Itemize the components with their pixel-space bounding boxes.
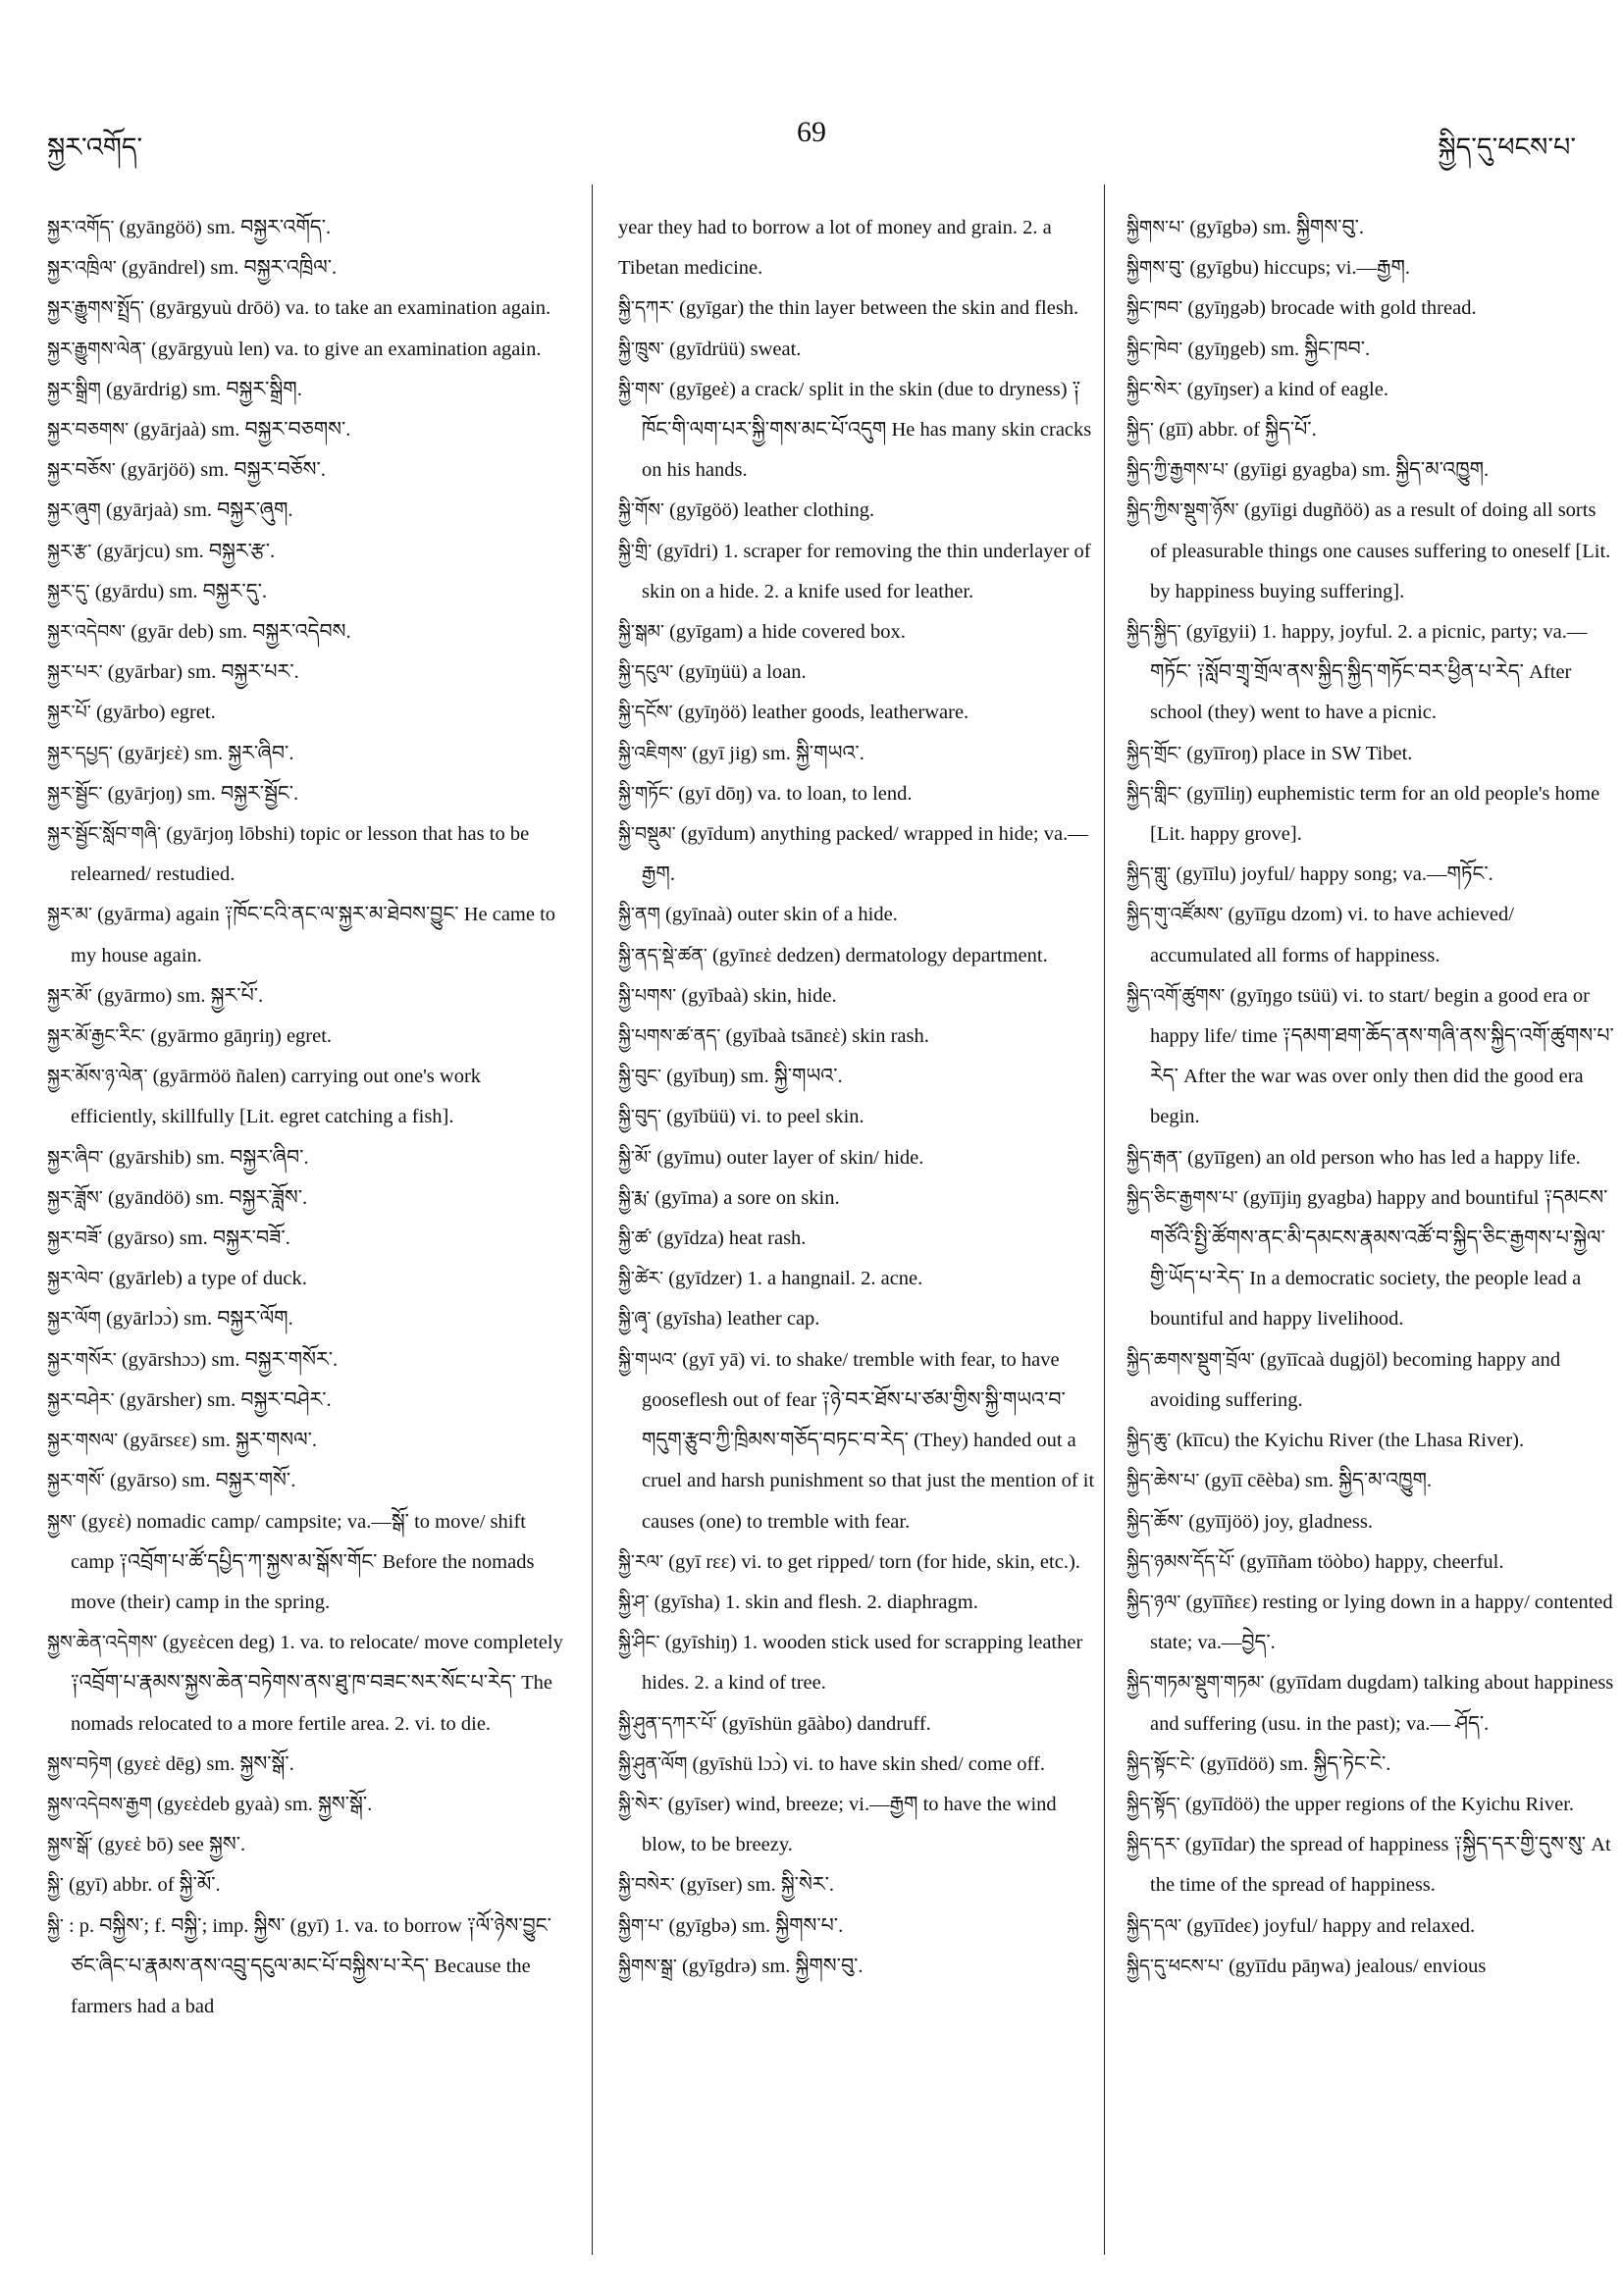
entry-definition: (gyīŋgo tsüü) vi. to start/ begin a good era or happy life/ time ༑དམག་ཐག་ཆོད་ནས་གཞི་ནས་སྐྱིད་འགོ་ཚུགས་པ་རེད་ After the war was over only then did the good era begin. bbox=[1150, 984, 1614, 1128]
entry-definition: (gyārshɔɔ) sm. བསྐྱར་གསོར་. bbox=[121, 1348, 339, 1371]
entry-headword: སྐྱི་ཞྭ་ bbox=[618, 1308, 652, 1331]
entry-definition: (gyīīñεε) resting or lying down in a happy/ contented state; va.—བྱེད་. bbox=[1150, 1591, 1613, 1654]
entry-definition: (gyārdu) sm. བསྐྱར་དུ་. bbox=[94, 580, 268, 602]
entry-headword: སྐྱིད་རྒན་ bbox=[1126, 1146, 1182, 1169]
entry-headword: སྐྱི་གཏོང་ bbox=[618, 782, 673, 805]
entry-headword: སྐྱིད་སྟོང་ངེ་ bbox=[1126, 1752, 1195, 1775]
dictionary-entry bbox=[1126, 1947, 1617, 1987]
dictionary-entry bbox=[618, 976, 1099, 1017]
running-head-left: སྐྱར་འགོད་ bbox=[47, 132, 143, 162]
entry-definition: (gyīser) sm. སྐྱི་སེར་. bbox=[679, 1874, 835, 1897]
entry-definition: (gyīshün gāàbo) dandruff. bbox=[721, 1712, 931, 1735]
entry-headword: སྐྱར་བཟོ་ bbox=[47, 1227, 103, 1250]
dictionary-entry bbox=[1126, 1542, 1617, 1583]
entry-headword: སྐྱར་འཁྲིལ་ bbox=[47, 257, 117, 280]
entry-headword: སྐྱིགས་སྒྲ་ bbox=[618, 1955, 677, 1977]
entry-headword: སྐྱས་ཆེན་འདེགས་ bbox=[47, 1632, 158, 1654]
dictionary-entry bbox=[47, 1421, 567, 1461]
entry-definition: (gyārbar) sm. བསྐྱར་པར་. bbox=[107, 661, 299, 684]
entry-definition: (gyī jig) sm. སྐྱི་གཡའ་. bbox=[692, 742, 864, 764]
entry-headword: སྐྱར་པར་ bbox=[47, 661, 103, 684]
dictionary-entry bbox=[618, 1785, 1099, 1865]
dictionary-entry bbox=[47, 774, 567, 814]
dictionary-entry bbox=[47, 410, 567, 450]
dictionary-entry bbox=[1126, 855, 1617, 895]
dictionary-entry bbox=[618, 208, 1099, 288]
entry-definition: (gyārmo) sm. སྐྱར་པོ་. bbox=[97, 984, 264, 1007]
entry-definition: (gyīdzer) 1. a hangnail. 2. acne. bbox=[668, 1268, 923, 1290]
entry-definition: (gyīigi dugñöö) as a result of doing all sorts of pleasurable things one causes suffering to oneself [Lit. by happiness buying suffering]. bbox=[1150, 499, 1611, 602]
entry-definition: (gyārsεε) sm. སྐྱར་གསལ་. bbox=[123, 1430, 318, 1452]
entry-definition: (gyīgbə) sm. སྐྱིགས་པ་. bbox=[668, 1914, 844, 1937]
entry-definition: (gyārsher) sm. བསྐྱར་བཤེར་. bbox=[119, 1388, 332, 1411]
dictionary-entry bbox=[47, 288, 567, 329]
entry-headword: སྐྱིད་གླུ་ bbox=[1126, 863, 1172, 886]
entry-headword: སྐྱིད་ཆགས་སྡུག་བྲོལ་ bbox=[1126, 1348, 1255, 1371]
entry-definition: (gyīīliŋ) euphemistic term for an old people's home [Lit. happy grove]. bbox=[1150, 782, 1600, 846]
entry-definition: (gyīgbə) sm. སྐྱིགས་བུ་. bbox=[1189, 217, 1365, 238]
dictionary-entry bbox=[47, 1623, 567, 1745]
entry-definition: (gyārgyuù len) va. to give an examination again. bbox=[150, 338, 542, 360]
entry-definition: (gyī rεε) vi. to get ripped/ torn (for hide, skin, etc.). bbox=[668, 1550, 1080, 1573]
entry-headword: སྐྱི་གོས་ bbox=[618, 499, 665, 522]
entry-headword: སྐྱར་དུ་ bbox=[47, 580, 90, 602]
entry-definition: (gyīgyii) 1. happy, joyful. 2. a picnic, party; va.—གཏོང་ ༑སློབ་གྲྭ་གྲོལ་ནས་སྐྱིད་སྐྱིད་གཏོང་བར་ཕྱིན་པ་རེད་ After school (they) went to have a picnic. bbox=[1150, 621, 1588, 724]
entry-headword: སྐྱས་སྒོ་ bbox=[47, 1834, 93, 1856]
dictionary-entry bbox=[47, 1461, 567, 1501]
dictionary-entry bbox=[1126, 370, 1617, 410]
entry-definition: (gyīdum) anything packed/ wrapped in hide; va.—རྒྱག. bbox=[642, 823, 1088, 886]
entry-definition: (gyīnaà) outer skin of a hide. bbox=[665, 904, 898, 926]
dictionary-entry bbox=[47, 370, 567, 410]
column-2 bbox=[618, 208, 1099, 2259]
entry-headword: སྐྱར་ཞུག bbox=[47, 499, 101, 522]
entry-headword: སྐྱར་མོ་ bbox=[47, 984, 92, 1007]
dictionary-entry bbox=[1126, 1745, 1617, 1785]
dictionary-entry bbox=[618, 491, 1099, 531]
entry-headword: སྐྱིད་ཅིང་རྒྱགས་པ་ bbox=[1126, 1186, 1238, 1209]
entry-definition: (gyāndöö) sm. བསྐྱར་ཟློས་. bbox=[107, 1186, 308, 1209]
dictionary-entry bbox=[47, 572, 567, 612]
entry-headword: སྐྱི་སྒམ་ bbox=[618, 621, 664, 644]
dictionary-entry bbox=[1126, 1583, 1617, 1663]
dictionary-entry bbox=[1126, 491, 1617, 612]
entry-headword: སྐྱར་དཔྱད་ bbox=[47, 742, 113, 764]
dictionary-entry bbox=[618, 1340, 1099, 1542]
entry-definition: (gyāngöö) sm. བསྐྱར་འགོད་. bbox=[119, 217, 332, 238]
entry-definition: (gyīŋgəb) brocade with gold thread. bbox=[1187, 297, 1477, 320]
dictionary-entry bbox=[618, 693, 1099, 733]
dictionary-entry bbox=[47, 208, 567, 248]
entry-definition: (gyīnεὲ dedzen) dermatology department. bbox=[712, 944, 1048, 966]
entry-headword: སྐྱི་འཇིགས་ bbox=[618, 742, 687, 764]
entry-headword: སྐྱར་ཞིབ་ bbox=[47, 1146, 104, 1169]
entry-definition: (gyīīgu dzom) vi. to have achieved/ accumulated all forms of happiness. bbox=[1150, 904, 1514, 966]
dictionary-entry bbox=[618, 370, 1099, 492]
dictionary-entry bbox=[47, 1825, 567, 1865]
entry-definition: (gyīma) a sore on skin. bbox=[654, 1186, 840, 1209]
entry-headword: སྐྱི་བུང་ bbox=[618, 1066, 661, 1088]
dictionary-entry bbox=[1126, 1906, 1617, 1947]
entry-headword: སྐྱི་ཚ་ bbox=[618, 1227, 653, 1250]
entry-headword: སྐྱི་བུད་ bbox=[618, 1106, 661, 1128]
dictionary-entry bbox=[1126, 734, 1617, 774]
entry-definition: (gyārlɔɔ̀) sm. བསྐྱར་ལོག. bbox=[106, 1308, 293, 1331]
entry-headword: སྐྱིང་ཁབ་ bbox=[1126, 297, 1183, 320]
entry-headword: སྐྱར་ལོག bbox=[47, 1308, 101, 1331]
entry-definition: (gyārjaà) sm. བསྐྱར་ཞུག. bbox=[105, 499, 293, 522]
dictionary-entry bbox=[47, 1340, 567, 1381]
dictionary-entry bbox=[618, 936, 1099, 976]
dictionary-entry bbox=[1126, 1785, 1617, 1825]
entry-definition: (gyīgbu) hiccups; vi.—རྒྱག. bbox=[1189, 257, 1411, 280]
dictionary-entry bbox=[618, 1057, 1099, 1097]
column-divider bbox=[592, 184, 593, 2255]
entry-definition: (gyīigi gyagba) sm. སྐྱིད་མ་འཁྱུག. bbox=[1233, 459, 1490, 482]
entry-headword: སྐྱིད་ཆུ་ bbox=[1126, 1430, 1172, 1452]
entry-definition: (gyīījöö) joy, gladness. bbox=[1188, 1510, 1373, 1533]
entry-definition: (gyārso) sm. བསྐྱར་གསོ་. bbox=[109, 1470, 296, 1492]
dictionary-entry bbox=[47, 734, 567, 774]
entry-headword: སྐྱི་ནད་སྡེ་ཚན་ bbox=[618, 944, 707, 966]
entry-definition: (gyīsha) 1. skin and flesh. 2. diaphragm. bbox=[654, 1591, 978, 1613]
dictionary-entry bbox=[47, 652, 567, 693]
entry-definition: (gyār deb) sm. བསྐྱར་འདེབས. bbox=[131, 621, 351, 644]
entry-headword: སྐྱར་རྩ་ bbox=[47, 540, 92, 562]
entry-headword: སྐྱར་ཟློས་ bbox=[47, 1186, 103, 1209]
entry-headword: སྐྱིག་པ་ bbox=[618, 1914, 664, 1937]
dictionary-entry bbox=[1126, 208, 1617, 248]
dictionary-entry bbox=[1126, 1825, 1617, 1905]
entry-definition: (gīī) abbr. of སྐྱིད་པོ་. bbox=[1158, 419, 1317, 442]
entry-definition: (gyεὲ) nomadic camp/ campsite; va.—སྒོ་ to move/ shift camp ༑འབྲོག་པ་ཚོ་དཔྱིད་ཀ་སྐྱས་མ་སྒོས་གོང་ Before the nomads move (their) camp in the spring. bbox=[71, 1510, 535, 1613]
dictionary-entry bbox=[1126, 774, 1617, 855]
page-number: 69 bbox=[797, 116, 826, 148]
dictionary-entry bbox=[47, 1219, 567, 1259]
dictionary-entry bbox=[618, 814, 1099, 895]
dictionary-entry bbox=[1126, 1663, 1617, 1744]
dictionary-entry bbox=[618, 288, 1099, 329]
dictionary-entry bbox=[47, 330, 567, 370]
entry-definition: (gyībaà tsānεὲ) skin rash. bbox=[725, 1025, 929, 1048]
entry-definition: (gyεὲ bō) see སྐྱས་. bbox=[97, 1834, 246, 1856]
dictionary-entry bbox=[47, 1906, 567, 2028]
entry-headword: སྐྱར་བཤེར་ bbox=[47, 1388, 115, 1411]
entry-headword: སྐྱིགས་བུ་ bbox=[1126, 257, 1185, 280]
dictionary-entry bbox=[1126, 1421, 1617, 1461]
entry-definition: year they had to borrow a lot of money and grain. 2. a Tibetan medicine. bbox=[618, 217, 1052, 280]
entry-headword: སྐྱིད་འགོ་ཚུགས་ bbox=[1126, 984, 1226, 1007]
entry-headword: སྐྱར་རྒྱུགས་ལེན་ bbox=[47, 338, 146, 360]
dictionary-entry bbox=[618, 895, 1099, 935]
entry-headword: སྐྱི་ཤ་ bbox=[618, 1591, 650, 1613]
dictionary-entry bbox=[47, 1299, 567, 1339]
dictionary-entry bbox=[1126, 895, 1617, 975]
dictionary-entry bbox=[618, 1865, 1099, 1905]
dictionary-entry bbox=[618, 612, 1099, 652]
dictionary-entry bbox=[47, 1785, 567, 1825]
dictionary-entry bbox=[47, 976, 567, 1017]
entry-definition: (gyārso) sm. བསྐྱར་བཟོ་. bbox=[107, 1227, 290, 1250]
entry-definition: (gyīser) wind, breeze; vi.—རྒྱག to have the wind blow, to be breezy. bbox=[642, 1793, 1057, 1856]
entry-headword: སྐྱར་བཅོས་ bbox=[47, 459, 116, 482]
entry-definition: (gyīshiŋ) 1. wooden stick used for scrapping leather hides. 2. a kind of tree. bbox=[642, 1632, 1083, 1695]
entry-definition: (gyīdri) 1. scraper for removing the thin underlayer of skin on a hide. 2. a knife used for leather. bbox=[642, 540, 1091, 602]
entry-headword: སྐྱིང་སེར་ bbox=[1126, 378, 1182, 400]
entry-definition: (gyīgdrə) sm. སྐྱིགས་བུ་. bbox=[681, 1955, 864, 1977]
dictionary-entry bbox=[47, 1745, 567, 1785]
entry-definition: (gyīījiŋ gyagba) happy and bountiful ༑དམངས་གཙོའི་སྤྱི་ཚོགས་ནང་མི་དམངས་རྣམས་འཚོ་བ་སྐྱིད་ཅིང་རྒྱགས་པ་སྐྱེལ་གྱི་ཡོད་པ་རེད་ In a democratic society, the people lead a bountiful and happy livelihood. bbox=[1150, 1186, 1608, 1331]
entry-definition: (gyīīdam dugdam) talking about happiness and suffering (usu. in the past); va.— ཤོད་. bbox=[1150, 1672, 1614, 1735]
entry-definition: (gyīgar) the thin layer between the skin and flesh. bbox=[679, 297, 1079, 320]
entry-headword: སྐྱར་མོ་རྒྱང་རིང་ bbox=[47, 1025, 146, 1048]
entry-headword: སྐྱི་གཡའ་ bbox=[618, 1348, 677, 1371]
entry-headword: སྐྱི་ནག bbox=[618, 904, 660, 926]
entry-headword: སྐྱིད་ཆེས་པ་ bbox=[1126, 1470, 1200, 1492]
entry-headword: སྐྱིགས་པ་ bbox=[1126, 217, 1185, 238]
dictionary-entry bbox=[618, 532, 1099, 612]
entry-definition: (gyārjaà) sm. བསྐྱར་བཅགས་. bbox=[133, 419, 351, 442]
entry-definition: (gyārjoŋ) sm. བསྐྱར་སྦྱོང་. bbox=[107, 782, 299, 805]
entry-headword: སྐྱིད་ཉམས་དོད་པོ་ bbox=[1126, 1550, 1235, 1573]
dictionary-entry bbox=[47, 532, 567, 572]
entry-headword: སྐྱིད་ཆོས་ bbox=[1126, 1510, 1184, 1533]
dictionary-entry bbox=[618, 1947, 1099, 1987]
entry-headword: སྐྱི་ཚེར་ bbox=[618, 1268, 664, 1290]
dictionary-entry bbox=[618, 1017, 1099, 1057]
entry-definition: : p. བསྐྱིས་; f. བསྐྱི་; imp. སྐྱིས་ (gyī) 1. va. to borrow ༑ལོ་ཉེས་བྱུང་ཙང་ཞིང་པ་རྣམས་ནས་འབྲུ་དངུལ་མང་པོ་བསྐྱིས་པ་རེད་ Because the farmers had a bad bbox=[68, 1914, 551, 2017]
entry-definition: (gyīgöö) leather clothing. bbox=[669, 499, 875, 522]
entry-headword: སྐྱར་གསལ་ bbox=[47, 1430, 119, 1452]
entry-definition: (gyīdza) heat rash. bbox=[656, 1227, 807, 1250]
entry-definition: (gyīgam) a hide covered box. bbox=[669, 621, 906, 644]
entry-headword: སྐྱར་སྦྱོང་སློབ་གཞི་ bbox=[47, 823, 162, 846]
dictionary-entry bbox=[1126, 612, 1617, 734]
entry-definition: (gyīīdöö) the upper regions of the Kyichu River. bbox=[1184, 1793, 1575, 1815]
entry-headword: སྐྱི་དངུལ་ bbox=[618, 661, 674, 684]
dictionary-entry bbox=[618, 652, 1099, 693]
entry-headword: སྐྱི་ཤུན་དཀར་པོ་ bbox=[618, 1712, 717, 1735]
entry-headword: སྐྱར་འགོད་ bbox=[47, 217, 115, 238]
dictionary-entry bbox=[47, 1502, 567, 1624]
entry-definition: (gyībuŋ) sm. སྐྱི་གཡའ་. bbox=[666, 1066, 843, 1088]
entry-headword: སྐྱི་ཁྲུས་ bbox=[618, 338, 664, 360]
entry-headword: སྐྱར་པོ་ bbox=[47, 702, 91, 724]
entry-definition: (gyībaà) skin, hide. bbox=[681, 984, 837, 1007]
dictionary-entry bbox=[618, 1097, 1099, 1137]
entry-definition: (gyīŋöö) leather goods, leatherware. bbox=[677, 702, 969, 724]
entry-definition: (gyīshü lɔɔ̀) vi. to have skin shed/ come off. bbox=[692, 1752, 1045, 1775]
column-divider bbox=[1104, 184, 1105, 2255]
entry-headword: སྐྱར་བཅགས་ bbox=[47, 419, 130, 442]
dictionary-entry bbox=[47, 1057, 567, 1137]
dictionary-entry bbox=[618, 1299, 1099, 1339]
entry-headword: སྐྱར་མོས་ཉ་ལེན་ bbox=[47, 1066, 148, 1088]
entry-headword: སྐྱིད་སྐྱིད་ bbox=[1126, 621, 1181, 644]
dictionary-entry bbox=[1126, 288, 1617, 329]
entry-headword: སྐྱི་ཤུན་ལོག bbox=[618, 1752, 688, 1775]
entry-headword: སྐྱར་གསོ་ bbox=[47, 1470, 105, 1492]
dictionary-entry bbox=[1126, 1178, 1617, 1340]
column-3 bbox=[1126, 208, 1617, 2259]
entry-headword: སྐྱིང་ཁེབ་ bbox=[1126, 338, 1183, 360]
entry-headword: སྐྱི་བསྡུམ་ bbox=[618, 823, 676, 846]
dictionary-entry bbox=[618, 1623, 1099, 1703]
dictionary-entry bbox=[47, 1178, 567, 1219]
dictionary-entry bbox=[618, 1542, 1099, 1583]
dictionary-entry bbox=[47, 1138, 567, 1178]
entry-definition: (gyīmu) outer layer of skin/ hide. bbox=[656, 1146, 924, 1169]
entry-definition: (gyīŋüü) a loan. bbox=[678, 661, 807, 684]
entry-definition: (gyīīñam töòbo) happy, cheerful. bbox=[1239, 1550, 1504, 1573]
dictionary-entry bbox=[618, 1745, 1099, 1785]
entry-headword: སྐྱིད་དལ་ bbox=[1126, 1914, 1182, 1937]
entry-definition: (gyīdrüü) sweat. bbox=[669, 338, 802, 360]
entry-definition: (gyεὲdeb gyaà) sm. སྐྱས་སྒོ་. bbox=[156, 1793, 373, 1815]
entry-headword: སྐྱིད་དུ་ཕངས་པ་ bbox=[1126, 1955, 1224, 1977]
entry-definition: (kīīcu) the Kyichu River (the Lhasa River). bbox=[1176, 1430, 1525, 1452]
entry-headword: སྐྱི་དཀར་ bbox=[618, 297, 675, 320]
entry-definition: (gyīīdeε) joyful/ happy and relaxed. bbox=[1186, 1914, 1476, 1937]
running-head-right: སྐྱིད་དུ་ཕངས་པ་ bbox=[1438, 132, 1576, 162]
dictionary-entry bbox=[1126, 248, 1617, 288]
dictionary-entry bbox=[47, 491, 567, 531]
entry-definition: (gyīīcaà dugjöl) becoming happy and avoiding suffering. bbox=[1150, 1348, 1561, 1411]
entry-headword: སྐྱར་གསོར་ bbox=[47, 1348, 117, 1371]
dictionary-entry bbox=[618, 1259, 1099, 1299]
entry-headword: སྐྱི་གས་ bbox=[618, 378, 665, 400]
entry-definition: (gyīsha) leather cap. bbox=[655, 1308, 820, 1331]
entry-headword: སྐྱི་ bbox=[47, 1914, 64, 1937]
entry-headword: སྐྱས་འདེབས་རྒྱག bbox=[47, 1793, 152, 1815]
entry-definition: (gyīŋser) a kind of eagle. bbox=[1186, 378, 1388, 400]
entry-definition: (gyīīdar) the spread of happiness ༑སྐྱིད་དར་གྱི་དུས་སུ་ At the time of the spread of happiness. bbox=[1150, 1834, 1611, 1897]
entry-headword: སྐྱར་སྒྲིག bbox=[47, 378, 101, 400]
entry-headword: སྐྱིད་གུ་འཛོམས་ bbox=[1126, 904, 1224, 926]
entry-headword: སྐྱི་དངོས་ bbox=[618, 702, 673, 724]
entry-definition: (gyārmöö ñalen) carrying out one's work efficiently, skillfully [Lit. egret catching a fish]. bbox=[71, 1066, 482, 1128]
entry-headword: སྐྱིད་ཀྱི་རྒྱགས་པ་ bbox=[1126, 459, 1229, 482]
dictionary-entry bbox=[47, 248, 567, 288]
entry-definition: (gyārbo) egret. bbox=[95, 702, 216, 724]
entry-definition: (gyārmo gāŋriŋ) egret. bbox=[150, 1025, 333, 1048]
dictionary-entry bbox=[1126, 410, 1617, 450]
entry-headword: སྐྱི་རྨ་ bbox=[618, 1186, 651, 1209]
entry-definition: (gyārleb) a type of duck. bbox=[108, 1268, 307, 1290]
dictionary-entry bbox=[47, 693, 567, 733]
entry-definition: (gyīīdöö) sm. སྐྱིད་ཏེང་ངེ་. bbox=[1199, 1752, 1391, 1775]
entry-headword: སྐྱི་རལ་ bbox=[618, 1550, 664, 1573]
entry-headword: སྐྱིད་ཀྱིས་སྡུག་ཉོས་ bbox=[1126, 499, 1239, 522]
dictionary-entry bbox=[618, 1138, 1099, 1178]
entry-headword: སྐྱིད་གྲོང་ bbox=[1126, 742, 1182, 764]
entry-definition: (gyīīroŋ) place in SW Tibet. bbox=[1186, 742, 1413, 764]
entry-definition: (gyī dōŋ) va. to loan, to lend. bbox=[678, 782, 913, 805]
entry-headword: སྐྱིད་དར་ bbox=[1126, 1834, 1180, 1856]
entry-definition: (gyāndrel) sm. བསྐྱར་འཁྲིལ་. bbox=[121, 257, 338, 280]
entry-headword: སྐྱི་ bbox=[47, 1874, 64, 1897]
dictionary-entry bbox=[618, 774, 1099, 814]
entry-headword: སྐྱས་ bbox=[47, 1510, 77, 1533]
dictionary-entry bbox=[1126, 330, 1617, 370]
dictionary-entry bbox=[47, 450, 567, 491]
entry-headword: སྐྱར་མ་ bbox=[47, 904, 92, 926]
entry-headword: སྐྱི་པགས་ bbox=[618, 984, 677, 1007]
entry-definition: (gyīī cēèba) sm. སྐྱིད་མ་འཁྱུག. bbox=[1204, 1470, 1432, 1492]
dictionary-entry bbox=[1126, 1461, 1617, 1501]
entry-definition: (gyīīlu) joyful/ happy song; va.—གཏོང་. bbox=[1176, 863, 1493, 886]
entry-definition: (gyārjcu) sm. བསྐྱར་རྩ་. bbox=[96, 540, 276, 562]
entry-headword: སྐྱིད་ཉལ་ bbox=[1126, 1591, 1181, 1613]
column-1 bbox=[47, 208, 567, 2259]
dictionary-entry bbox=[47, 814, 567, 895]
dictionary-entry bbox=[618, 734, 1099, 774]
entry-definition: (gyīīdu pāŋwa) jealous/ envious bbox=[1229, 1955, 1487, 1977]
entry-definition: (gyārgyuù drōö) va. to take an examination again. bbox=[149, 297, 551, 320]
dictionary-entry bbox=[618, 1704, 1099, 1745]
entry-headword: སྐྱར་སྦྱོང་ bbox=[47, 782, 103, 805]
dictionary-entry bbox=[1126, 1340, 1617, 1421]
entry-definition: (gyārdrig) sm. བསྐྱར་སྒྲིག. bbox=[105, 378, 302, 400]
entry-definition: (gyī yā) vi. to shake/ tremble with fear, to have gooseflesh out of fear ༑ཉེ་བར་ཐོས་པ་ཙམ་གྱིས་སྐྱི་གཡའ་བ་གདུག་རྩུབ་ཀྱི་ཁྲིམས་གཅོད་བཏང་བ་རེད་ (They) handed out a cruel and harsh punishment so that just the mention of it causes (one) to tremble with fear. bbox=[642, 1348, 1095, 1533]
entry-headword: སྐྱིད་ bbox=[1126, 419, 1154, 442]
entry-definition: (gyīgeὲ) a crack/ split in the skin (due to dryness) ༑ཁོང་གི་ལག་པར་སྐྱི་གས་མང་པོ་འདུག He has many skin cracks on his hands. bbox=[642, 378, 1092, 482]
entry-definition: (gyīŋgeb) sm. སྐྱིང་ཁབ་. bbox=[1187, 338, 1371, 360]
dictionary-entry bbox=[47, 612, 567, 652]
dictionary-entry bbox=[47, 1381, 567, 1421]
entry-headword: སྐྱིད་གཏམ་སྡུག་གཏམ་ bbox=[1126, 1672, 1265, 1695]
entry-headword: སྐྱར་འདེབས་ bbox=[47, 621, 127, 644]
dictionary-entry bbox=[618, 1583, 1099, 1623]
dictionary-entry bbox=[618, 1178, 1099, 1219]
entry-headword: སྐྱི་མོ་ bbox=[618, 1146, 653, 1169]
dictionary-entry bbox=[618, 1906, 1099, 1947]
entry-headword: སྐྱིད་སྟོད་ bbox=[1126, 1793, 1180, 1815]
dictionary-entry bbox=[1126, 450, 1617, 491]
entry-headword: སྐྱི་པགས་ཚ་ནད་ bbox=[618, 1025, 721, 1048]
dictionary-entry bbox=[47, 1017, 567, 1057]
entry-headword: སྐྱར་རྒྱུགས་སྤྲོད་ bbox=[47, 297, 145, 320]
entry-headword: སྐྱས་བཏེག bbox=[47, 1752, 112, 1775]
dictionary-entry bbox=[618, 1219, 1099, 1259]
dictionary-entry bbox=[1126, 1502, 1617, 1542]
entry-definition: (gyībüü) vi. to peel skin. bbox=[666, 1106, 864, 1128]
entry-headword: སྐྱི་གྲི་ bbox=[618, 540, 653, 562]
entry-definition: (gyārma) again ༑ཁོང་ངའི་ནང་ལ་སྐྱར་མ་ཐེབས་བྱུང་ He came to my house again. bbox=[71, 904, 556, 966]
dictionary-entry bbox=[47, 895, 567, 975]
dictionary-entry bbox=[618, 330, 1099, 370]
entry-headword: སྐྱི་སེར་ bbox=[618, 1793, 663, 1815]
entry-definition: (gyārjoŋ lōbshi) topic or lesson that has to be relearned/ restudied. bbox=[71, 823, 530, 886]
entry-definition: (gyīīgen) an old person who has led a happy life. bbox=[1187, 1146, 1581, 1169]
entry-definition: (gyī) abbr. of སྐྱི་མོ་. bbox=[68, 1874, 221, 1897]
entry-definition: (gyεὲ dēg) sm. སྐྱས་སྒོ་. bbox=[117, 1752, 294, 1775]
entry-definition: (gyārjöö) sm. བསྐྱར་བཅོས་. bbox=[120, 459, 326, 482]
entry-headword: སྐྱི་ཤིང་ bbox=[618, 1632, 660, 1654]
dictionary-entry bbox=[1126, 976, 1617, 1138]
dictionary-entry bbox=[47, 1259, 567, 1299]
entry-headword: སྐྱར་ལེབ་ bbox=[47, 1268, 104, 1290]
entry-definition: (gyεὲcen deg) 1. va. to relocate/ move completely ༑འབྲོག་པ་རྣམས་སྐྱས་ཆེན་བཏེགས་ནས་ཐུ་ཁ་བཟང་སར་སོང་པ་རེད་ The nomads relocated to a more fertile area. 2. vi. to die. bbox=[71, 1632, 563, 1735]
dictionary-entry bbox=[47, 1865, 567, 1905]
entry-definition: (gyārjεὲ) sm. སྐྱར་ཞིབ་. bbox=[117, 742, 294, 764]
entry-definition: (gyārshib) sm. བསྐྱར་ཞིབ་. bbox=[108, 1146, 309, 1169]
entry-headword: སྐྱིད་གླིང་ bbox=[1126, 782, 1182, 805]
dictionary-entry bbox=[1126, 1138, 1617, 1178]
entry-headword: སྐྱི་བསེར་ bbox=[618, 1874, 675, 1897]
